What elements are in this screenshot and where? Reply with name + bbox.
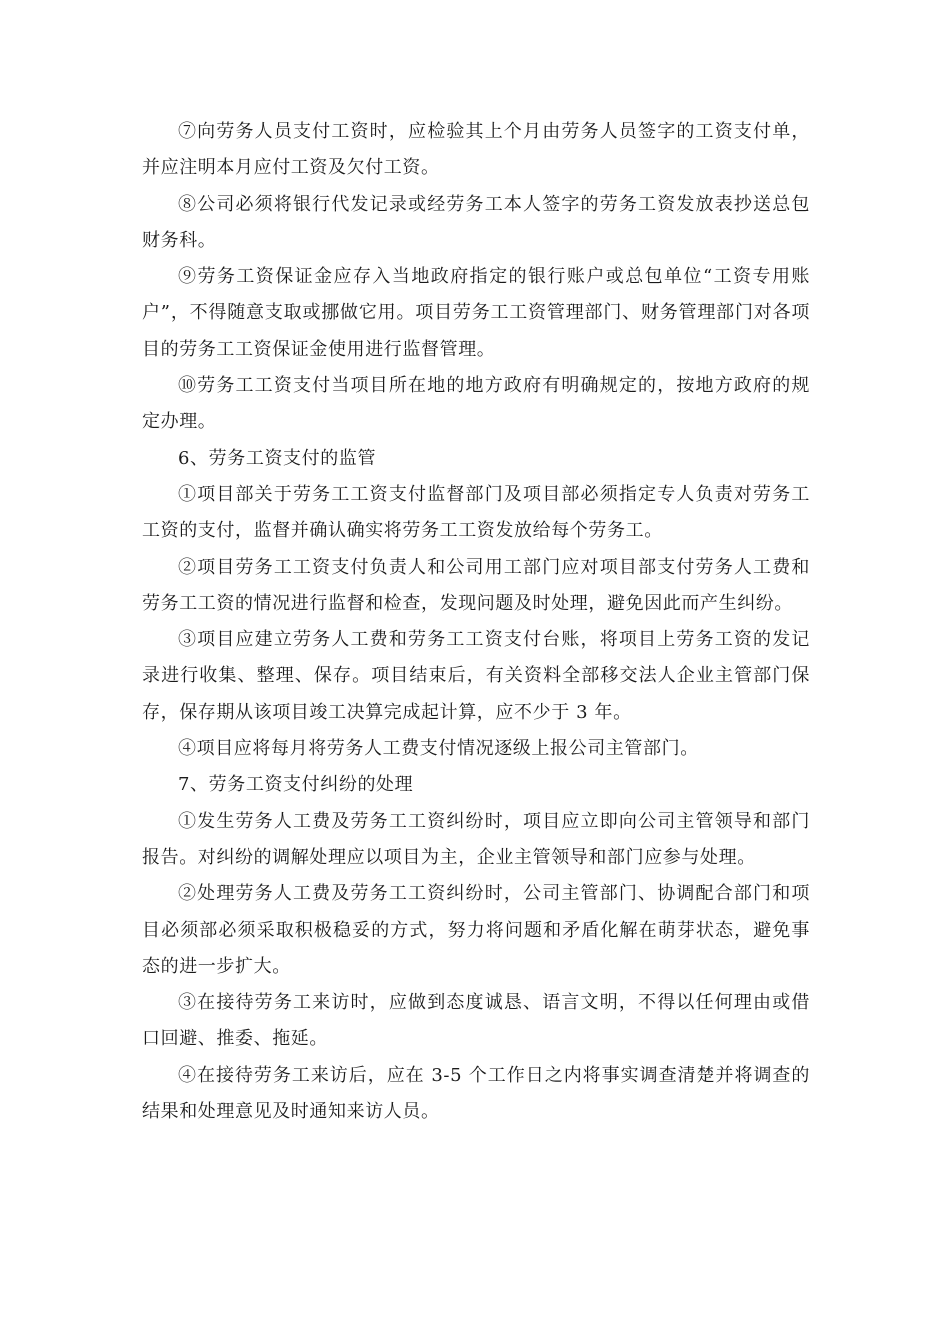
paragraph-6-item-2: ②项目劳务工工资支付负责人和公司用工部门应对项目部支付劳务人工费和劳务工工资的情况进行监督和检查，发现问题及时处理，避免因此而产生纠纷。 — [142, 556, 810, 614]
section-heading-6: 6、劳务工资支付的监管 — [178, 447, 377, 469]
paragraph-6-item-3: ③项目应建立劳务人工费和劳务工工资支付台账，将项目上劳务工资的发记录进行收集、整理、保存。项目结束后，有关资料全部移交法人企业主管部门保存，保存期从该项目竣工决算完成起计算，应不少于 3 年。 — [142, 629, 810, 723]
paragraph-6-item-4: ④项目应将每月将劳务人工费支付情况逐级上报公司主管部门。 — [178, 738, 699, 760]
paragraph-item-10: ⑩劳务工工资支付当项目所在地的地方政府有明确规定的，按地方政府的规定办理。 — [142, 375, 810, 433]
section-heading-7: 7、劳务工资支付纠纷的处理 — [178, 774, 414, 796]
paragraph-7-item-3: ③在接待劳务工来访时，应做到态度诚恳、语言文明，不得以任何理由或借口回避、推委、拖延。 — [142, 992, 810, 1050]
paragraph-7-item-2: ②处理劳务人工费及劳务工工资纠纷时，公司主管部门、协调配合部门和项目必须部必须采取积极稳妥的方式，努力将问题和矛盾化解在萌芽状态，避免事态的进一步扩大。 — [142, 883, 810, 977]
paragraph-7-item-4: ④在接待劳务工来访后，应在 3-5 个工作日之内将事实调查清楚并将调查的结果和处理意见及时通知来访人员。 — [142, 1064, 810, 1123]
paragraph-7-item-1: ①发生劳务人工费及劳务工工资纠纷时，项目应立即向公司主管领导和部门报告。对纠纷的调解处理应以项目为主，企业主管领导和部门应参与处理。 — [142, 810, 810, 868]
paragraph-item-8: ⑧公司必须将银行代发记录或经劳务工本人签字的劳务工资发放表抄送总包财务科。 — [142, 193, 810, 251]
paragraph-item-9: ⑨劳务工资保证金应存入当地政府指定的银行账户或总包单位“工资专用账户”，不得随意支取或挪做它用。项目劳务工工资管理部门、财务管理部门对各项目的劳务工工资保证金使用进行监督管理。 — [142, 266, 810, 360]
document-body — [142, 114, 810, 1130]
paragraph-item-7: ⑦向劳务人员支付工资时，应检验其上个月由劳务人员签字的工资支付单，并应注明本月应付工资及欠付工资。 — [142, 121, 810, 179]
paragraph-6-item-1: ①项目部关于劳务工工资支付监督部门及项目部必须指定专人负责对劳务工工资的支付，监督并确认确实将劳务工工资发放给每个劳务工。 — [142, 483, 810, 542]
